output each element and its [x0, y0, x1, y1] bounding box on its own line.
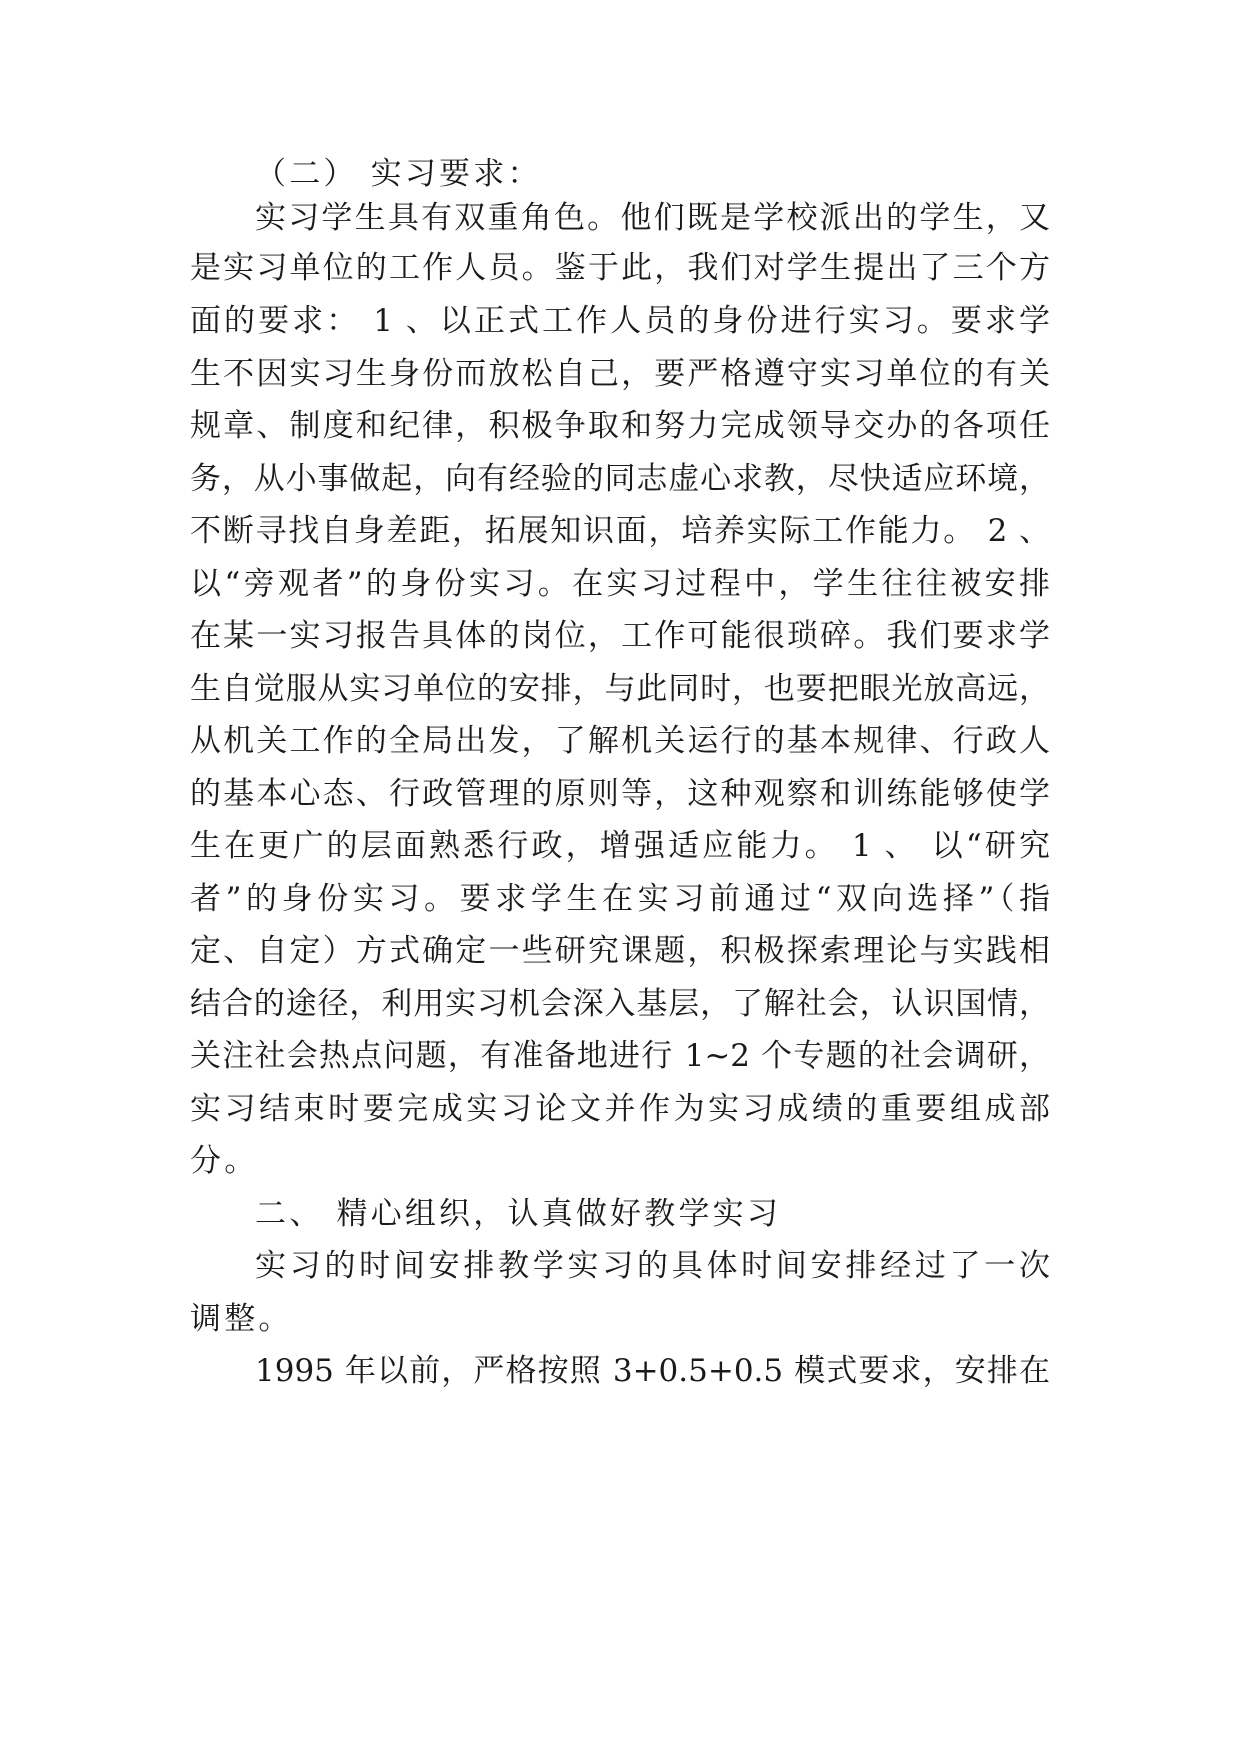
paragraph-line: 从机关工作的全局出发，了解机关运行的基本规律、行政人 — [190, 723, 1050, 759]
section-heading-organization: 二、 精心组织，认真做好教学实习 — [255, 1196, 782, 1232]
paragraph-line: 在某一实习报告具体的岗位，工作可能很琐碎。我们要求学 — [190, 618, 1050, 654]
paragraph-line: 面的要求： 1 、以正式工作人员的身份进行实习。要求学 — [190, 303, 1050, 339]
paragraph-line: 1995 年以前，严格按照 3+0.5+0.5 模式要求，安排在 — [255, 1353, 1050, 1389]
paragraph-line: 分。 — [190, 1143, 259, 1179]
paragraph-line: 规章、制度和纪律，积极争取和努力完成领导交办的各项任 — [190, 408, 1050, 444]
paragraph-line: 不断寻找自身差距，拓展知识面，培养实际工作能力。 2 、 — [190, 513, 1050, 549]
section-heading-practice-requirements: （二） 实习要求： — [255, 156, 542, 192]
paragraph-line: 结合的途径，利用实习机会深入基层，了解社会，认识国情， — [190, 986, 1050, 1022]
paragraph-line: 实习学生具有双重角色。他们既是学校派出的学生，又 — [255, 200, 1050, 236]
paragraph-line: 生在更广的层面熟悉行政，增强适应能力。 1 、 以“研究 — [190, 828, 1050, 864]
paragraph-line: 实习的时间安排教学实习的具体时间安排经过了一次 — [255, 1248, 1050, 1284]
paragraph-line: 以“旁观者”的身份实习。在实习过程中，学生往往被安排 — [190, 566, 1050, 602]
paragraph-line: 调整。 — [190, 1301, 293, 1337]
paragraph-line: 关注社会热点问题，有准备地进行 1~2 个专题的社会调研， — [190, 1038, 1050, 1074]
paragraph-line: 是实习单位的工作人员。鉴于此，我们对学生提出了三个方 — [190, 250, 1050, 286]
paragraph-line: 定、自定）方式确定一些研究课题，积极探索理论与实践相 — [190, 933, 1050, 969]
paragraph-line: 务，从小事做起，向有经验的同志虚心求教，尽快适应环境， — [190, 461, 1050, 497]
paragraph-line: 的基本心态、行政管理的原则等，这种观察和训练能够使学 — [190, 776, 1050, 812]
paragraph-line: 生自觉服从实习单位的安排，与此同时，也要把眼光放高远， — [190, 671, 1050, 707]
paragraph-line: 者”的身份实习。要求学生在实习前通过“双向选择”（指 — [190, 881, 1050, 917]
paragraph-line: 实习结束时要完成实习论文并作为实习成绩的重要组成部 — [190, 1091, 1050, 1127]
paragraph-line: 生不因实习生身份而放松自己，要严格遵守实习单位的有关 — [190, 356, 1050, 392]
